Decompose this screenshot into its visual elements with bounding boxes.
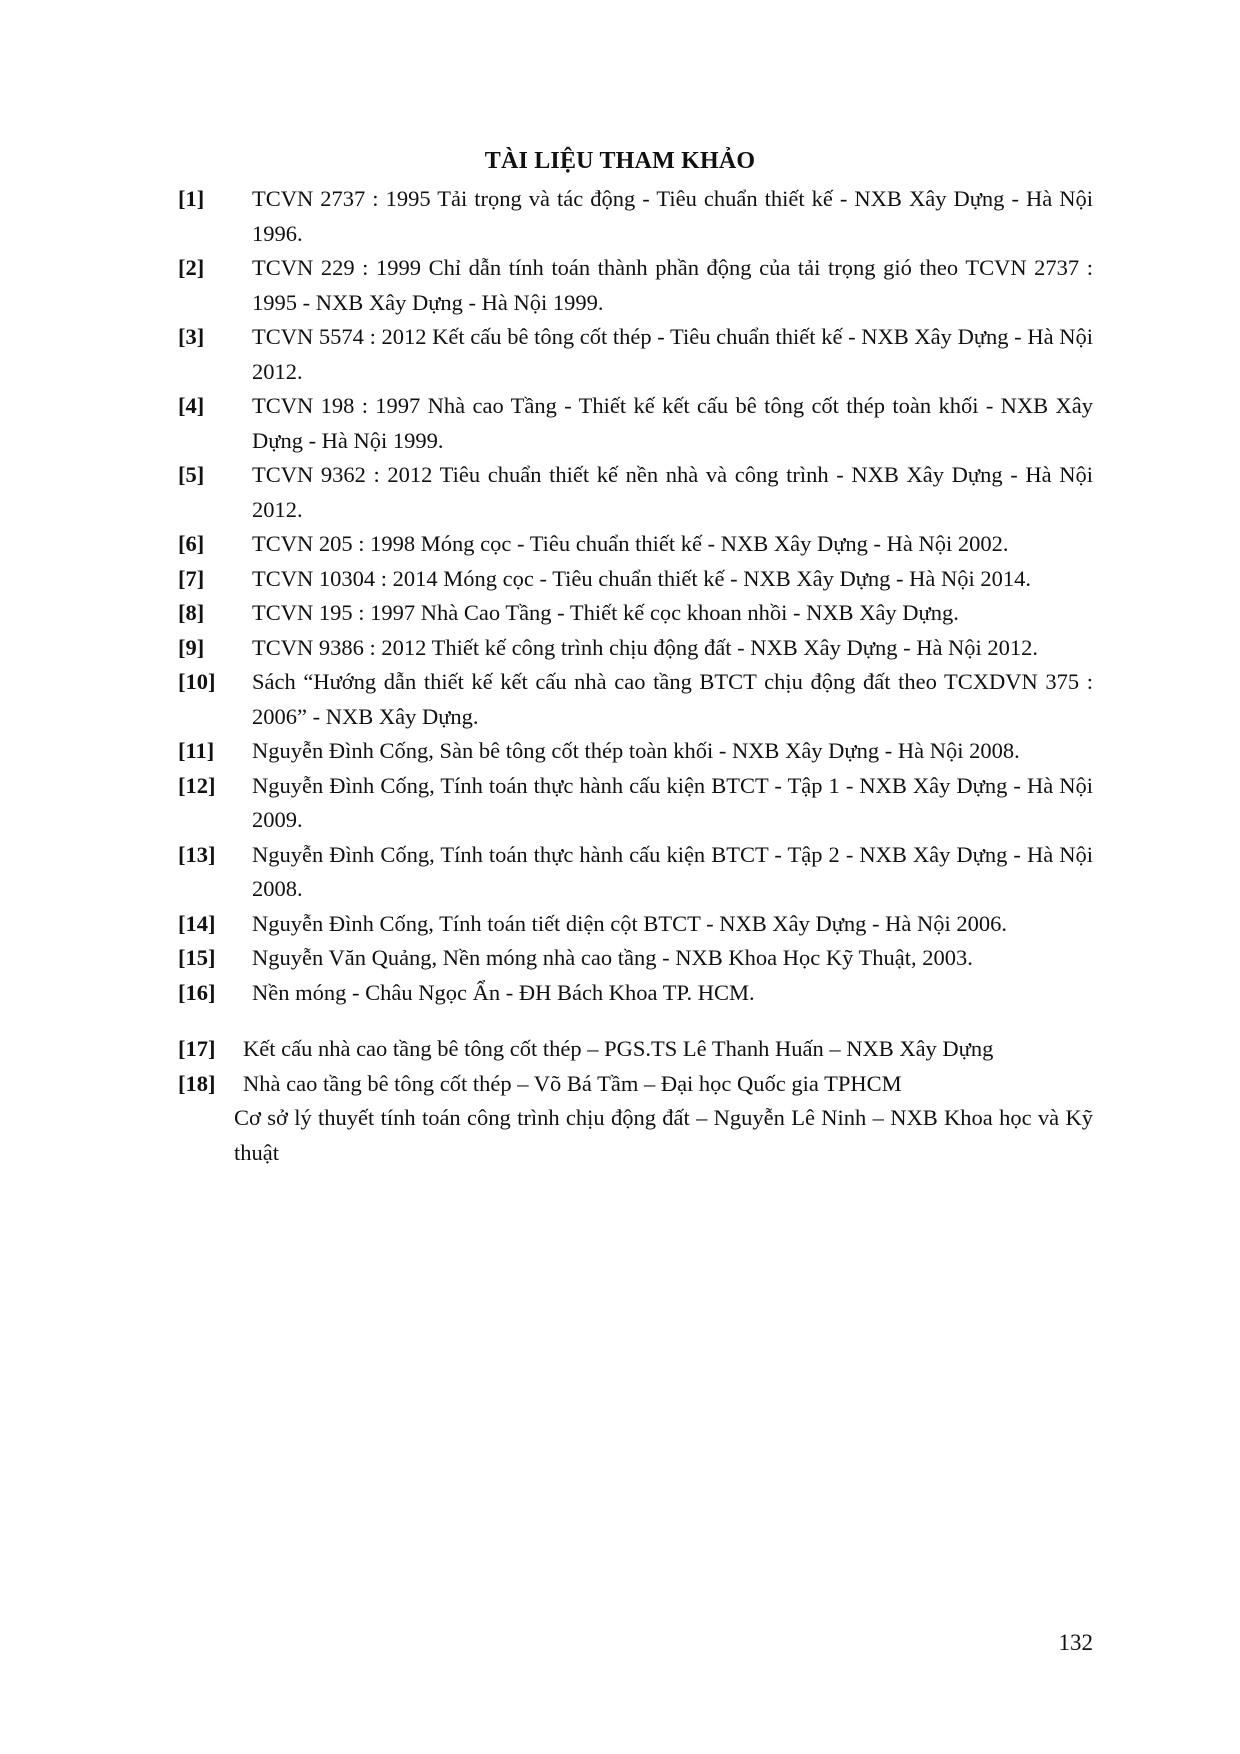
reference-item xyxy=(178,320,1093,389)
reference-text: TCVN 195 : 1997 Nhà Cao Tầng - Thiết kế cọc khoan nhồi - NXB Xây Dựng. xyxy=(252,600,959,625)
reference-number: [7] xyxy=(178,565,205,591)
reference-number: [15] xyxy=(178,945,216,970)
reference-text: TCVN 2737 : 1995 Tải trọng và tác động - Tiêu chuẩn thiết kế - NXB Xây Dựng - Hà Nội 1996. xyxy=(252,186,1093,246)
reference-number: [1] xyxy=(178,186,205,211)
reference-item xyxy=(178,1067,1093,1102)
reference-item xyxy=(178,631,1093,666)
reference-item xyxy=(178,941,1093,976)
reference-text: Nhà cao tầng bê tông cốt thép – Võ Bá Tầm – Đại học Quốc gia TPHCM xyxy=(243,1070,902,1096)
reference-text: Nguyễn Đình Cống, Sàn bê tông cốt thép toàn khối - NXB Xây Dựng - Hà Nội 2008. xyxy=(252,738,1020,763)
reference-text: Nguyễn Đình Cống, Tính toán tiết diện cột BTCT - NXB Xây Dựng - Hà Nội 2006. xyxy=(252,910,1008,936)
reference-number: [9] xyxy=(178,634,205,660)
reference-item xyxy=(178,527,1093,562)
reference-text: Sách “Hướng dẫn thiết kế kết cấu nhà cao tầng BTCT chịu động đất theo TCXDVN 375 : 2006” - NXB Xây Dựng. xyxy=(252,669,1093,729)
reference-number: [8] xyxy=(178,600,205,625)
reference-text: TCVN 229 : 1999 Chỉ dẫn tính toán thành phần động của tải trọng gió theo TCVN 2737 : 1995 - NXB Xây Dựng - Hà Nội 1999. xyxy=(252,255,1093,315)
reference-number: [12] xyxy=(178,772,216,798)
reference-number: [18] xyxy=(178,1070,216,1096)
reference-item xyxy=(178,734,1093,769)
reference-item xyxy=(178,562,1093,597)
reference-text: TCVN 9386 : 2012 Thiết kế công trình chịu động đất - NXB Xây Dựng - Hà Nội 2012. xyxy=(252,634,1039,660)
reference-item xyxy=(178,769,1093,838)
page-number: 132 xyxy=(1058,1630,1093,1655)
reference-item xyxy=(178,665,1093,734)
reference-text: Kết cấu nhà cao tầng bê tông cốt thép – PGS.TS Lê Thanh Huấn – NXB Xây Dựng xyxy=(243,1036,994,1061)
reference-item xyxy=(178,251,1093,320)
reference-number: [17] xyxy=(178,1036,216,1061)
reference-number: [4] xyxy=(178,393,205,418)
reference-item xyxy=(178,182,1093,251)
reference-item xyxy=(178,838,1093,907)
reference-text: Nguyễn Văn Quảng, Nền móng nhà cao tầng - NXB Khoa Học Kỹ Thuật, 2003. xyxy=(252,945,973,970)
reference-text: Nền móng - Châu Ngọc Ẩn - ĐH Bách Khoa TP. HCM. xyxy=(252,979,755,1005)
reference-item xyxy=(178,976,1093,1011)
reference-number: [14] xyxy=(178,910,216,936)
reference-number: [2] xyxy=(178,255,205,280)
reference-text: TCVN 205 : 1998 Móng cọc - Tiêu chuẩn thiết kế - NXB Xây Dựng - Hà Nội 2002. xyxy=(252,531,1009,556)
reference-text: Nguyễn Đình Cống, Tính toán thực hành cấu kiện BTCT - Tập 1 - NXB Xây Dựng - Hà Nội 2009. xyxy=(252,772,1093,832)
reference-list xyxy=(178,182,1093,1170)
reference-text: Cơ sở lý thuyết tính toán công trình chịu động đất – Nguyễn Lê Ninh – NXB Khoa học và Kỹ thuật xyxy=(234,1105,1093,1165)
reference-item xyxy=(178,389,1093,458)
reference-text: TCVN 9362 : 2012 Tiêu chuẩn thiết kế nền nhà và công trình - NXB Xây Dựng - Hà Nội 2012. xyxy=(252,462,1093,522)
page-title: TÀI LIỆU THAM KHẢO xyxy=(484,148,756,174)
reference-text: TCVN 198 : 1997 Nhà cao Tầng - Thiết kế kết cấu bê tông cốt thép toàn khối - NXB Xây Dựng - Hà Nội 1999. xyxy=(252,393,1093,453)
reference-number: [6] xyxy=(178,531,205,556)
reference-number: [11] xyxy=(178,738,215,763)
section-spacer xyxy=(178,1010,1093,1032)
reference-item xyxy=(178,1032,1093,1067)
reference-item-unnumbered xyxy=(178,1101,1093,1170)
reference-text: TCVN 10304 : 2014 Móng cọc - Tiêu chuẩn thiết kế - NXB Xây Dựng - Hà Nội 2014. xyxy=(252,565,1031,591)
reference-number: [10] xyxy=(178,669,216,694)
reference-item xyxy=(178,596,1093,631)
reference-item xyxy=(178,907,1093,942)
reference-number: [5] xyxy=(178,462,205,487)
reference-number: [13] xyxy=(178,841,216,867)
reference-text: Nguyễn Đình Cống, Tính toán thực hành cấu kiện BTCT - Tập 2 - NXB Xây Dựng - Hà Nội 2008. xyxy=(252,841,1093,901)
reference-item xyxy=(178,458,1093,527)
reference-number: [16] xyxy=(178,979,216,1005)
reference-number: [3] xyxy=(178,324,205,349)
reference-text: TCVN 5574 : 2012 Kết cấu bê tông cốt thép - Tiêu chuẩn thiết kế - NXB Xây Dựng - Hà Nội 2012. xyxy=(252,324,1093,384)
